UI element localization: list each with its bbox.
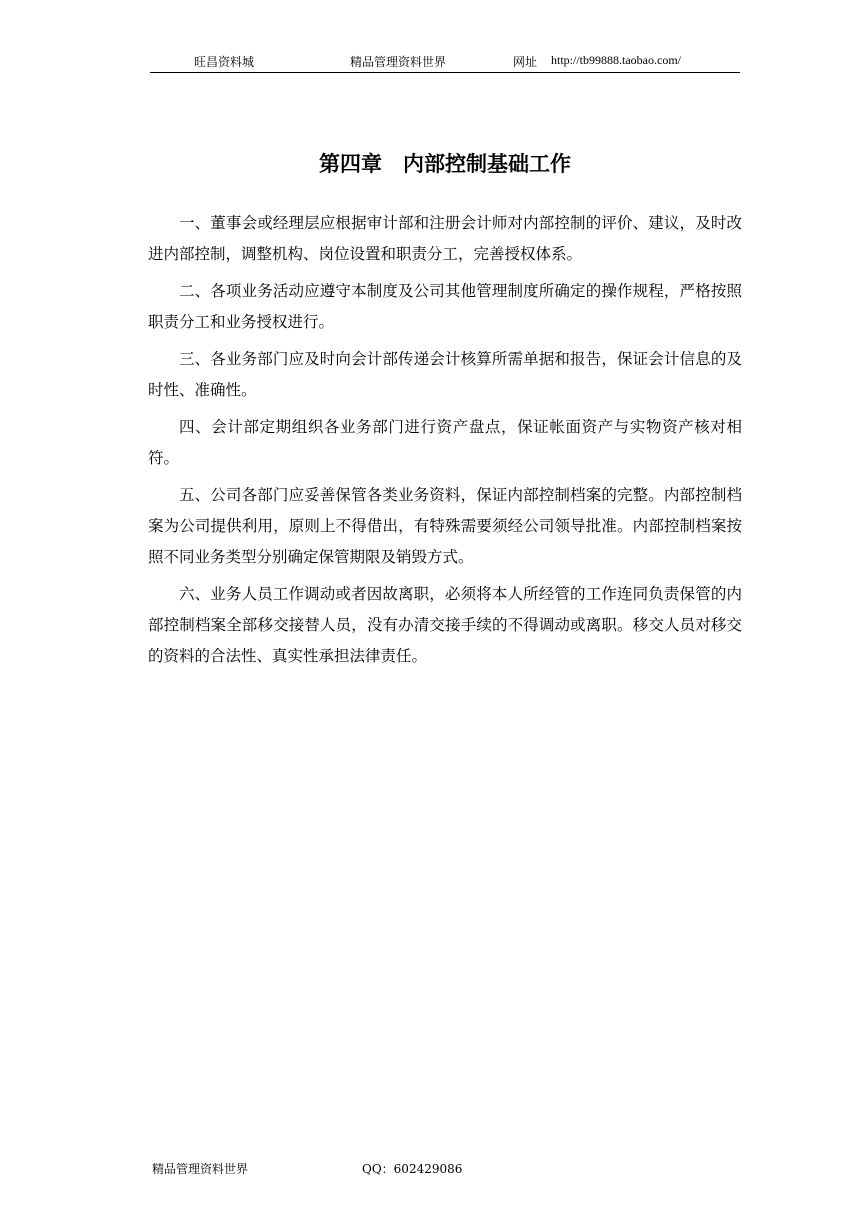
paragraph-1: 一、董事会或经理层应根据审计部和注册会计师对内部控制的评价、建议，及时改进内部控制，调整机构、岗位设置和职责分工，完善授权体系。 — [148, 214, 742, 263]
page-header — [150, 50, 740, 73]
footer-left-text: 精品管理资料世界 — [152, 1162, 249, 1176]
paragraph-5: 五、公司各部门应妥善保管各类业务资料，保证内部控制档案的完整。内部控制档案为公司提供利用，原则上不得借出，有特殊需要须经公司领导批准。内部控制档案按照不同业务类型分别确定保管期限及销毁方式。 — [148, 486, 742, 566]
document-body — [148, 208, 742, 678]
paragraph-2: 二、各项业务活动应遵守本制度及公司其他管理制度所确定的操作规程，严格按照职责分工和业务授权进行。 — [148, 282, 742, 331]
header-url-label: 网址 — [513, 55, 538, 69]
footer-qq: QQ：602429086 — [362, 1162, 463, 1176]
paragraph-6: 六、业务人员工作调动或者因故离职，必须将本人所经管的工作连同负责保管的内部控制档案全部移交接替人员，没有办清交接手续的不得调动或离职。移交人员对移交的资料的合法性、真实性承担法律责任。 — [148, 585, 742, 665]
header-left-text: 旺昌资料城 — [194, 55, 255, 69]
chapter-title: 第四章 内部控制基础工作 — [319, 152, 571, 176]
paragraph-3: 三、各业务部门应及时向会计部传递会计核算所需单据和报告，保证会计信息的及时性、准确性。 — [148, 350, 742, 399]
header-center-text: 精品管理资料世界 — [350, 55, 447, 69]
paragraph-4: 四、会计部定期组织各业务部门进行资产盘点，保证帐面资产与实物资产核对相符。 — [148, 418, 742, 467]
header-url: http://tb99888.taobao.com/ — [551, 53, 681, 67]
